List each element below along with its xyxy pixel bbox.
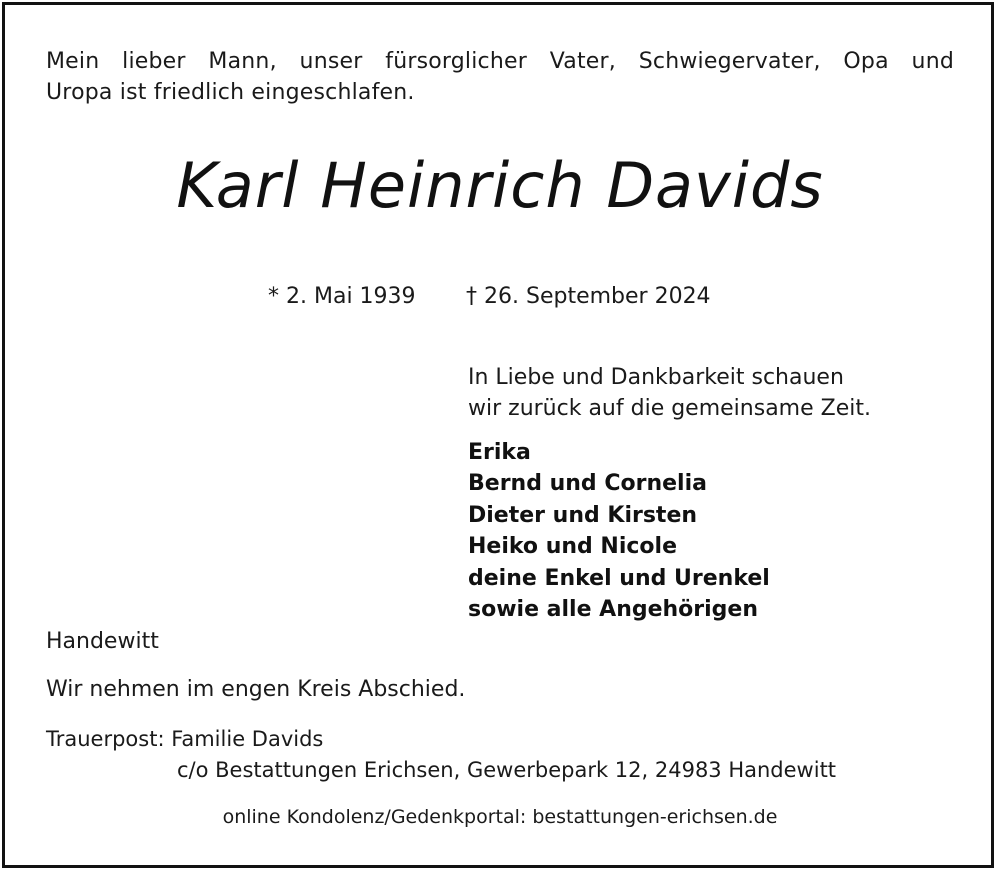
mourner-item: Heiko und Nicole — [468, 534, 677, 560]
intro-line-2: Uropa ist friedlich eingeschlafen. — [46, 80, 415, 105]
birth-date: * 2. Mai 1939 — [268, 284, 416, 309]
memory-line-2: wir zurück auf die gemeinsame Zeit. — [468, 396, 871, 421]
death-date: † 26. September 2024 — [466, 284, 711, 309]
intro-text — [46, 46, 954, 108]
mourner-item: deine Enkel und Urenkel — [468, 565, 770, 591]
mail-address-line-1: Trauerpost: Familie Davids — [46, 727, 324, 751]
farewell-note: Wir nehmen im engen Kreis Abschied. — [46, 677, 466, 702]
mourner-item: sowie alle Angehörigen — [468, 597, 759, 623]
online-condolence-line: online Kondolenz/Gedenkportal: bestattungen-erichsen.de — [222, 806, 778, 828]
mail-address-line-2: c/o Bestattungen Erichsen, Gewerbepark 12, 24983 Handewitt — [177, 758, 837, 782]
memory-text — [468, 362, 871, 424]
deceased-name: Karl Heinrich Davids — [176, 149, 824, 222]
mourner-item: Erika — [468, 440, 531, 465]
memory-line-1: In Liebe und Dankbarkeit schauen — [468, 365, 844, 390]
intro-line-1: Mein lieber Mann, unser fürsorglicher Vater, Schwiegervater, Opa und — [46, 49, 954, 74]
mourners-list — [468, 437, 770, 625]
mourner-item: Bernd und Cornelia — [468, 471, 707, 497]
mourner-item: Dieter und Kirsten — [468, 502, 698, 528]
place-name: Handewitt — [46, 629, 159, 654]
